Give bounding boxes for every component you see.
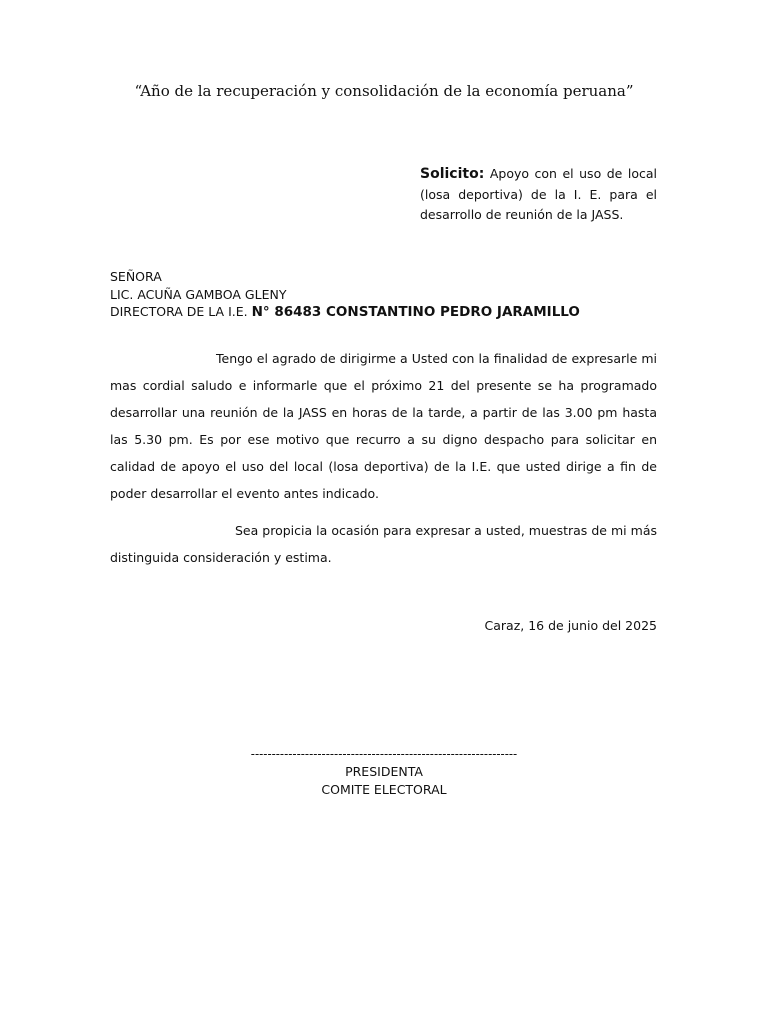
addressee-name: LIC. ACUÑA GAMBOA GLENY (110, 286, 287, 302)
date-line: Caraz, 16 de junio del 2025 (484, 618, 657, 633)
body-paragraph-2: Sea propicia la ocasión para expresar a usted, muestras de mi más distinguida consideración y estima. (110, 523, 657, 565)
body-paragraph-1: Tengo el agrado de dirigirme a Usted con la finalidad de expresarle mi mas cordial saludo e informarle que el próximo 21 del presente se ha programado desarrollar una reunión de la JASS en horas de la tarde, a partir de las 3.00 pm hasta las 5.30 pm. Es por ese motivo que recurro a su digno despacho para solicitar en calidad de apoyo el uso del local (losa deportiva) de la I.E. que usted dirige a fin de poder desarrollar el evento antes indicado. (110, 351, 657, 501)
addressee-block (110, 268, 670, 322)
addressee-role-line (110, 303, 670, 322)
addressee-school: N° 86483 CONSTANTINO PEDRO JARAMILLO (251, 304, 580, 320)
subject-label: Solicito: (420, 166, 485, 182)
addressee-title: SEÑORA (110, 269, 162, 284)
signature-position: PRESIDENTA (345, 764, 423, 779)
signature-block (184, 745, 584, 799)
signature-committee: COMITE ELECTORAL (321, 782, 447, 797)
signature-line: ---------------------------------------------------------------- (250, 747, 518, 761)
subject-text: Apoyo con el uso de local (losa deportiva) de la I. E. para el desarrollo de reunión de la JASS. (420, 166, 657, 222)
year-title: “Año de la recuperación y consolidación de la economía peruana” (134, 82, 634, 100)
subject-block (420, 164, 657, 226)
addressee-role: DIRECTORA DE LA I.E. (110, 304, 248, 319)
